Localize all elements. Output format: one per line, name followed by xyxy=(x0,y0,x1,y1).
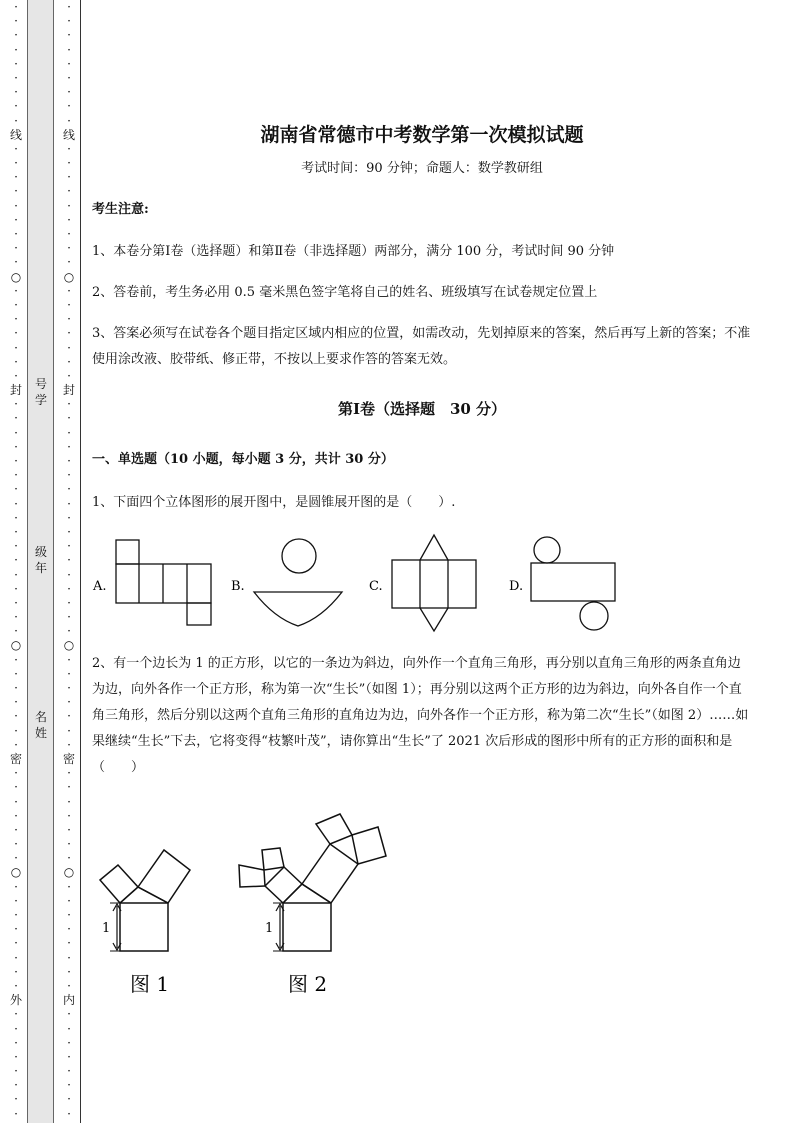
q1-figures xyxy=(84,530,644,640)
right-dot: · xyxy=(67,227,71,241)
left-dot: · xyxy=(14,42,18,57)
notice-item-3: 3、答案必须写在试卷各个题目指定区域内相应的位置，如需改动，先划掉原来的答案，然后再写上新的答案；不准使用涂改液、胶带纸、修正带，不按以上要求作答的答案无效。 xyxy=(92,326,751,367)
option-a-label: A. xyxy=(93,579,107,594)
left-dot: · xyxy=(14,496,18,511)
right-dot: · xyxy=(67,326,71,341)
left-dot: · xyxy=(14,1106,18,1121)
left-dot: · xyxy=(14,1064,18,1079)
left-dot: · xyxy=(14,212,18,227)
left-dot: · xyxy=(14,283,18,298)
left-dot: · xyxy=(14,837,18,852)
left-dot: · xyxy=(14,354,18,369)
q2-figures xyxy=(90,810,400,1010)
fig1-right-square xyxy=(138,850,190,903)
left-dot: · xyxy=(14,340,18,355)
right-dot: · xyxy=(67,28,71,43)
left-dot: · xyxy=(14,851,18,866)
left-dot: · xyxy=(14,964,18,979)
right-dot: · xyxy=(67,1021,71,1036)
right-dot: · xyxy=(67,780,71,795)
right-dot: · xyxy=(67,113,71,128)
right-dot: · xyxy=(67,695,71,710)
right-dot: · xyxy=(67,681,71,695)
left-dot: · xyxy=(14,255,18,270)
left-mark: 线 xyxy=(9,127,22,142)
right-dot-column xyxy=(62,0,76,1123)
right-dot: · xyxy=(67,709,71,724)
left-dot: · xyxy=(14,170,18,185)
left-dot: · xyxy=(14,510,18,525)
right-dot: · xyxy=(67,184,71,199)
right-dot: · xyxy=(67,42,71,57)
left-mark: ○ xyxy=(10,865,22,880)
fig2-left-square xyxy=(265,867,302,903)
right-dot: · xyxy=(67,766,71,781)
right-dot: · xyxy=(67,297,71,312)
net-c-rectangle xyxy=(392,560,476,608)
left-dot: · xyxy=(14,454,18,468)
right-dot: · xyxy=(67,482,71,497)
fig2-base-square xyxy=(283,903,331,951)
left-dot: · xyxy=(14,780,18,795)
net-d-rectangle xyxy=(531,563,615,601)
left-dot: · xyxy=(14,908,18,922)
right-dot: · xyxy=(67,85,71,100)
net-b-sector xyxy=(254,592,342,626)
right-dot: · xyxy=(67,964,71,979)
right-dot: · xyxy=(67,283,71,298)
right-dot: · xyxy=(67,241,71,256)
right-dot: · xyxy=(67,510,71,525)
right-dot: · xyxy=(67,837,71,852)
option-b-label: B. xyxy=(231,579,245,594)
right-dot: · xyxy=(67,624,71,639)
part-heading: 一、单选题（10 小题，每小题 3 分，共计 30 分） xyxy=(92,452,394,467)
field-class: 级年 xyxy=(34,545,47,575)
right-dot: · xyxy=(67,312,71,327)
right-dot: · xyxy=(67,808,71,823)
net-a-top-square xyxy=(116,540,139,564)
left-dot: · xyxy=(14,70,18,85)
left-mark: 外 xyxy=(9,993,22,1008)
left-dot: · xyxy=(14,879,18,894)
left-dot: · xyxy=(14,1049,18,1064)
right-dot: · xyxy=(67,354,71,369)
right-dot: · xyxy=(67,723,71,738)
right-mark: 内 xyxy=(62,993,75,1008)
right-dot: · xyxy=(67,70,71,85)
fig2-right-triangle xyxy=(330,835,358,864)
right-dot: · xyxy=(67,1078,71,1093)
left-dot: · xyxy=(14,14,18,29)
left-dot: · xyxy=(14,567,18,582)
fig1-base-square xyxy=(120,903,168,951)
right-dot: · xyxy=(67,1092,71,1107)
fig2-side-label: 1 xyxy=(265,921,274,936)
right-dot: · xyxy=(67,936,71,951)
left-dot: · xyxy=(14,950,18,965)
left-dot: · xyxy=(14,595,18,610)
right-dot: · xyxy=(67,851,71,866)
right-dot: · xyxy=(67,1049,71,1064)
left-dot: · xyxy=(14,312,18,327)
left-dot: · xyxy=(14,822,18,837)
left-mark: ○ xyxy=(10,269,22,284)
right-dot: · xyxy=(67,156,71,171)
left-dot: · xyxy=(14,85,18,100)
left-dot: · xyxy=(14,808,18,823)
right-dot: · xyxy=(67,950,71,965)
right-dot: · xyxy=(67,922,71,937)
right-dot: · xyxy=(67,822,71,837)
net-b-circle xyxy=(282,539,316,573)
right-mark: 密 xyxy=(62,751,75,766)
right-dot: · xyxy=(67,340,71,355)
net-d-bottom-circle xyxy=(580,602,608,630)
left-dot: · xyxy=(14,0,18,14)
right-dot: · xyxy=(67,255,71,270)
right-dot: · xyxy=(67,652,71,667)
left-dot: · xyxy=(14,624,18,639)
left-mark: 密 xyxy=(9,751,22,766)
left-dot: · xyxy=(14,297,18,312)
exam-info: 考试时间：90 分钟；命题人：数学教研组 xyxy=(301,161,543,176)
left-dot: · xyxy=(14,539,18,554)
left-dot: · xyxy=(14,695,18,710)
right-dot: · xyxy=(67,879,71,894)
right-dot: · xyxy=(67,1007,71,1022)
left-dot: · xyxy=(14,425,18,440)
left-dot: · xyxy=(14,439,18,454)
left-dot: · xyxy=(14,737,18,752)
left-dot: · xyxy=(14,326,18,341)
left-dot: · xyxy=(14,1035,18,1050)
option-d-label: D. xyxy=(509,579,524,594)
left-dot: · xyxy=(14,141,18,156)
left-dot: · xyxy=(14,553,18,568)
fig2-right-square xyxy=(302,844,358,903)
question-2: 2、有一个边长为 1 的正方形，以它的一条边为斜边，向外作一个直角三角形，再分别以直角三角形的两条直角边为边，向外各作一个正方形，称为第一次“生长”（如图 1）；再分别以这两个正方形的边为斜边，向外各自作一个直角三角形，然后分别以这两个直角三角形的直角边为边，向外各作一个正方形，称为第二次“生长”（如图 2）……如果继续“生长”下去，它将变得“枝繁叶茂”，请你算出“生长”了 2021 次后形成的图形中所有的正方形的面积和是（ ） xyxy=(92,656,749,775)
left-dot: · xyxy=(14,28,18,43)
notice-item-1: 1、本卷分第Ⅰ卷（选择题）和第Ⅱ卷（非选择题）两部分，满分 100 分，考试时间 90 分钟 xyxy=(92,244,615,259)
page-title: 湖南省常德市中考数学第一次模拟试题 xyxy=(260,124,584,146)
field-name: 名姓 xyxy=(34,710,47,740)
left-dot: · xyxy=(14,99,18,114)
right-dot: · xyxy=(67,368,71,383)
fig2-left-small-square-b xyxy=(262,848,284,870)
left-dot: · xyxy=(14,524,18,539)
left-dot: · xyxy=(14,978,18,993)
right-dot: · xyxy=(67,198,71,213)
right-dot: · xyxy=(67,666,71,681)
right-dot: · xyxy=(67,737,71,752)
right-dot: · xyxy=(67,454,71,468)
fig1-side-label: 1 xyxy=(102,921,111,936)
left-dot: · xyxy=(14,227,18,241)
net-c-bottom-triangle xyxy=(420,608,448,631)
right-dot: · xyxy=(67,170,71,185)
left-dot: · xyxy=(14,709,18,724)
right-dot: · xyxy=(67,553,71,568)
net-a-bottom-square xyxy=(187,603,211,625)
left-dot: · xyxy=(14,666,18,681)
right-dot: · xyxy=(67,212,71,227)
right-dot: · xyxy=(67,908,71,922)
left-dot: · xyxy=(14,482,18,497)
section-title: 第Ⅰ卷（选择题 30 分） xyxy=(337,400,507,418)
right-dot: · xyxy=(67,496,71,511)
left-dot: · xyxy=(14,581,18,596)
left-mark: 封 xyxy=(9,383,22,398)
fig2-caption: 图 2 xyxy=(288,972,328,996)
fig1-left-square xyxy=(100,865,138,903)
left-dot: · xyxy=(14,113,18,128)
left-dot: · xyxy=(14,1021,18,1036)
left-dot: · xyxy=(14,156,18,171)
binding-line xyxy=(80,0,81,1123)
left-dot: · xyxy=(14,411,18,426)
right-mark: ○ xyxy=(63,269,75,284)
left-dot: · xyxy=(14,893,18,908)
fig2-left-small-square-a xyxy=(239,865,265,887)
fig1-caption: 图 1 xyxy=(130,972,170,996)
right-dot: · xyxy=(67,425,71,440)
right-dot: · xyxy=(67,581,71,596)
left-dot: · xyxy=(14,368,18,383)
right-dot: · xyxy=(67,539,71,554)
right-dot: · xyxy=(67,411,71,426)
right-mark: ○ xyxy=(63,865,75,880)
left-dot: · xyxy=(14,766,18,781)
field-student-id: 号学 xyxy=(34,377,47,407)
right-dot: · xyxy=(67,610,71,625)
left-dot: · xyxy=(14,184,18,199)
left-dot: · xyxy=(14,652,18,667)
left-dot-column xyxy=(9,0,23,1123)
notice-heading: 考生注意: xyxy=(92,202,149,217)
right-mark: 线 xyxy=(62,127,75,142)
left-dot: · xyxy=(14,610,18,625)
left-dot: · xyxy=(14,1078,18,1093)
right-dot: · xyxy=(67,567,71,582)
right-dot: · xyxy=(67,99,71,114)
left-dot: · xyxy=(14,936,18,951)
net-d-top-circle xyxy=(534,537,560,563)
left-dot: · xyxy=(14,198,18,213)
right-dot: · xyxy=(67,14,71,29)
notice-item-2: 2、答卷前，考生务必用 0.5 毫米黑色签字笔将自己的姓名、班级填写在试卷规定位置上 xyxy=(92,285,598,300)
right-dot: · xyxy=(67,56,71,71)
right-dot: · xyxy=(67,141,71,156)
left-dot: · xyxy=(14,1092,18,1107)
right-mark: ○ xyxy=(63,638,75,653)
right-dot: · xyxy=(67,524,71,539)
right-dot: · xyxy=(67,1106,71,1121)
right-dot: · xyxy=(67,468,71,483)
left-dot: · xyxy=(14,1007,18,1022)
left-dot: · xyxy=(14,922,18,937)
option-c-label: C. xyxy=(369,579,383,594)
left-dot: · xyxy=(14,723,18,738)
right-dot: · xyxy=(67,439,71,454)
right-dot: · xyxy=(67,978,71,993)
left-dot: · xyxy=(14,241,18,256)
right-dot: · xyxy=(67,1035,71,1050)
right-dot: · xyxy=(67,1064,71,1079)
left-dot: · xyxy=(14,468,18,483)
fig2-right-small-square-a xyxy=(316,814,352,844)
left-dot: · xyxy=(14,56,18,71)
left-dot: · xyxy=(14,681,18,695)
question-1: 1、下面四个立体图形的展开图中，是圆锥展开图的是（ ）. xyxy=(92,495,456,510)
binding-margin xyxy=(0,0,84,1123)
right-dot: · xyxy=(67,794,71,809)
right-dot: · xyxy=(67,893,71,908)
right-dot: · xyxy=(67,0,71,14)
left-dot: · xyxy=(14,397,18,412)
left-dot: · xyxy=(14,794,18,809)
right-dot: · xyxy=(67,397,71,412)
net-c-top-triangle xyxy=(420,535,448,560)
right-mark: 封 xyxy=(62,383,75,398)
left-mark: ○ xyxy=(10,638,22,653)
right-dot: · xyxy=(67,595,71,610)
